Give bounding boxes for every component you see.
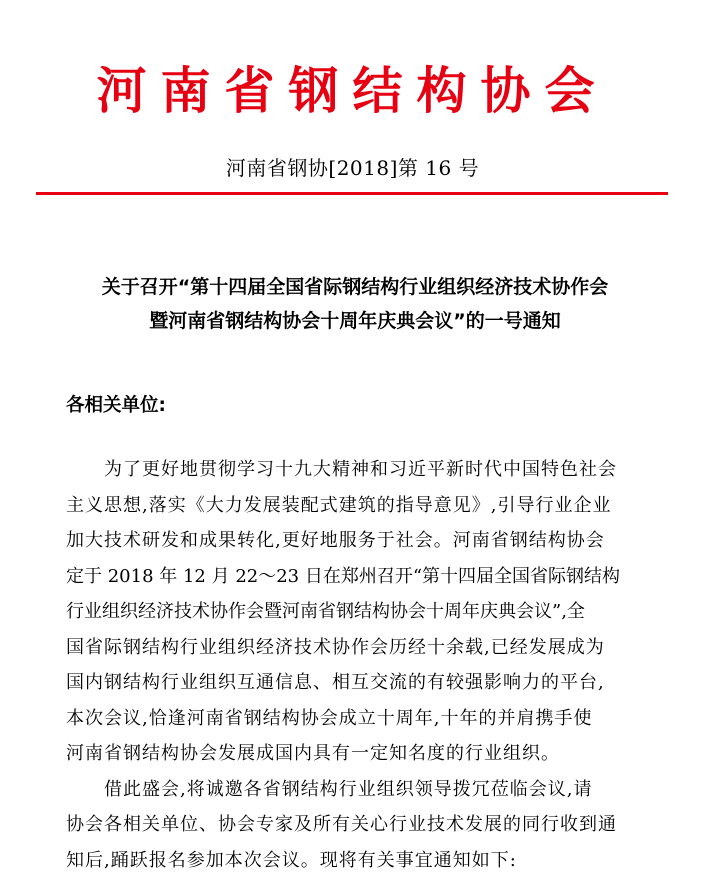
paragraph-line: 定于 2018 年 12 月 22～23 日在郑州召开“第十四届全国省际钢结构 (66, 565, 621, 587)
body-text (66, 452, 626, 878)
paragraph-line: 河南省钢结构协会发展成国内具有一定知名度的行业组织。 (66, 743, 560, 764)
paragraph-line: 协会各相关单位、协会专家及所有关心行业技术发展的同行收到通 (66, 814, 617, 835)
paragraph-line: 加大技术研发和成果转化,更好地服务于社会。河南省钢结构协会 (66, 530, 605, 551)
paragraph-line: 借此盛会,将诚邀各省钢结构行业组织领导拨冗莅临会议,请 (104, 778, 593, 800)
paragraph-2 (66, 772, 626, 879)
paragraph-line: 行业组织经济技术协作会暨河南省钢结构协会十周年庆典会议”,全 (66, 601, 585, 622)
paragraph-line: 国省际钢结构行业组织经济技术协作会历经十余载,已经发展成为 (66, 636, 605, 658)
notice-title-line-1: 关于召开“第十四届全国省际钢结构行业组织经济技术协作会 (101, 276, 609, 298)
salutation: 各相关单位: (66, 395, 166, 416)
notice-title-line-2: 暨河南省钢结构协会十周年庆典会议”的一号通知 (149, 310, 561, 332)
paragraph-line: 主义思想,落实《大力发展装配式建筑的指导意见》,引导行业企业 (66, 494, 612, 516)
notice-title (60, 270, 650, 338)
document-number: 河南省钢协[2018]第 16 号 (225, 156, 480, 180)
paragraph-line: 知后,踊跃报名参加本次会议。现将有关事宜通知如下: (66, 849, 517, 871)
red-header-rule (36, 192, 668, 195)
paragraph-line: 本次会议,恰逢河南省钢结构协会成立十周年,十年的并肩携手使 (66, 707, 593, 729)
paragraph-line: 为了更好地贯彻学习十九大精神和习近平新时代中国特色社会 (104, 459, 617, 480)
paragraph-1 (66, 452, 626, 772)
paragraph-line: 国内钢结构行业组织互通信息、相互交流的有较强影响力的平台, (66, 672, 605, 693)
organization-title: 河南省钢结构协会 (96, 61, 609, 120)
